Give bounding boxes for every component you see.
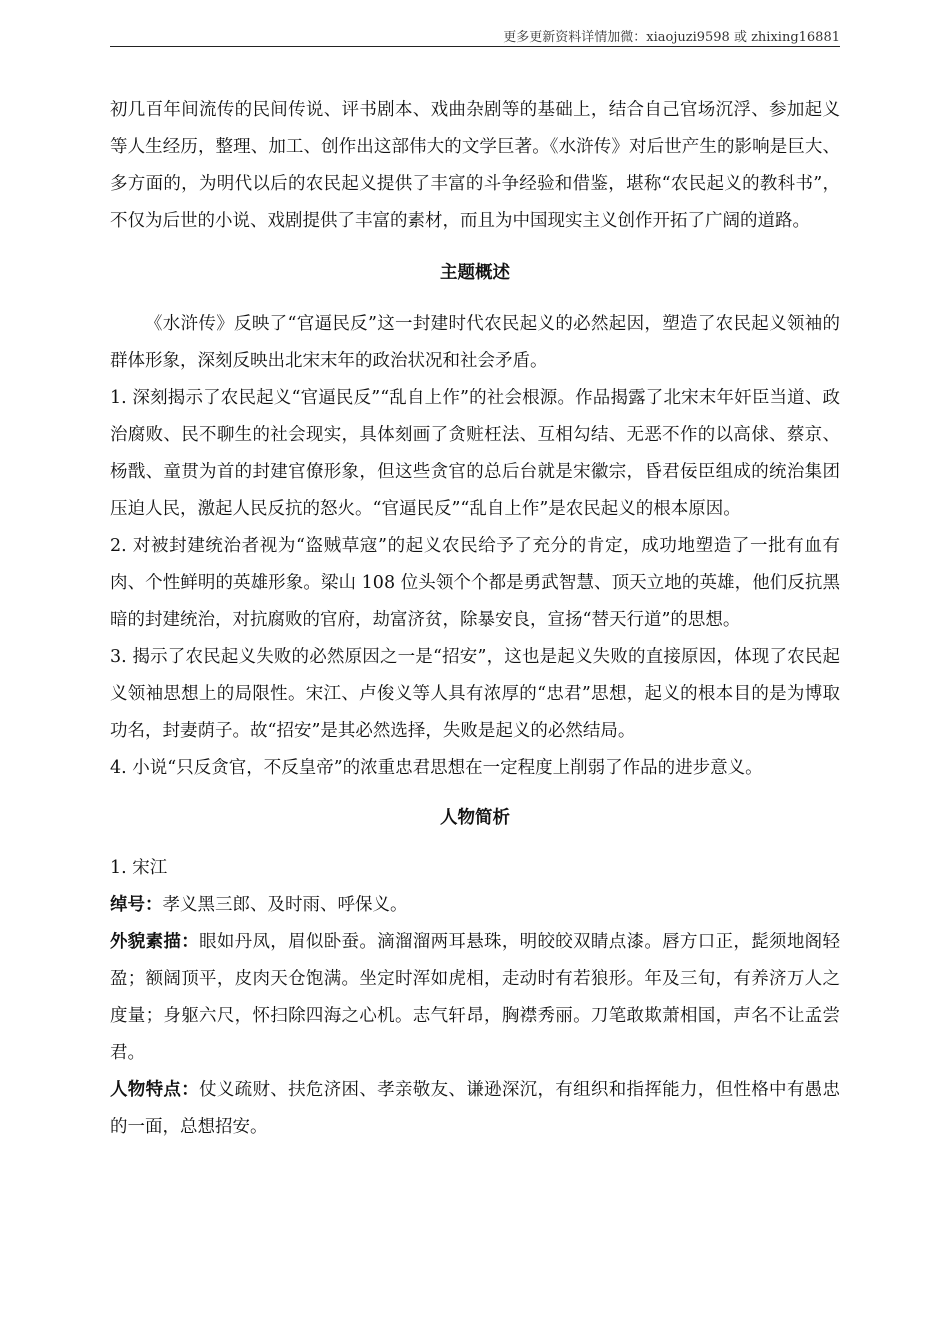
characters-heading: 人物简析 [440,808,510,828]
theme-point-2: 2. 对被封建统治者视为“盗贼草寇”的起义农民给予了充分的肯定，成功地塑造了一批有血有肉、个性鲜明的英雄形象。梁山 108 位头领个个都是勇武智慧、顶天立地的英雄，他们反抗黑暗的封建统治，对抗腐败的官府，劫富济贫，除暴安良，宣扬“替天行道”的思想。 [110,536,840,630]
appearance-text: 眼如丹凤，眉似卧蚕。滴溜溜两耳悬珠，明皎皎双睛点漆。唇方口正，髭须地阁轻盈；额阔顶平，皮肉天仓饱满。坐定时浑如虎相，走动时有若狼形。年及三旬，有养济万人之度量；身躯六尺，怀扫除四海之心机。志气轩昂，胸襟秀丽。刀笔敢欺萧相国，声名不让孟尝君。 [110,932,840,1063]
traits-line [110,1072,840,1146]
header-divider [110,46,840,47]
theme-heading: 主题概述 [440,263,510,283]
intro-paragraph: 初几百年间流传的民间传说、评书剧本、戏曲杂剧等的基础上，结合自己官场沉浮、参加起义等人生经历，整理、加工、创作出这部伟大的文学巨著。《水浒传》对后世产生的影响是巨大、多方面的，为明代以后的农民起义提供了丰富的斗争经验和借鉴，堪称“农民起义的教科书”，不仅为后世的小说、戏剧提供了丰富的素材，而且为中国现实主义创作开拓了广阔的道路。 [110,100,840,231]
nickname-label: 绰号： [110,895,163,915]
theme-point-4: 4. 小说“只反贪官，不反皇帝”的浓重忠君思想在一定程度上削弱了作品的进步意义。 [110,758,763,778]
nickname-text: 孝义黑三郎、及时雨、呼保义。 [162,895,408,915]
traits-text: 仗义疏财、扶危济困、孝亲敬友、谦逊深沉，有组织和指挥能力，但性格中有愚忠的一面，总想招安。 [110,1080,840,1137]
appearance-line [110,924,840,1072]
character-title: 1. 宋江 [110,858,168,878]
appearance-label: 外貌素描： [110,932,200,952]
traits-label: 人物特点： [110,1080,200,1100]
theme-point-1: 1. 深刻揭示了农民起义“官逼民反”“乱自上作”的社会根源。作品揭露了北宋末年奸臣当道、政治腐败、民不聊生的社会现实，具体刻画了贪赃枉法、互相勾结、无恶不作的以高俅、蔡京、杨戬、童贯为首的封建官僚形象，但这些贪官的总后台就是宋徽宗，昏君佞臣组成的统治集团压迫人民，激起人民反抗的怒火。“官逼民反”“乱自上作”是农民起义的根本原因。 [110,388,840,519]
page-header: 更多更新资料详情加微：xiaojuzi9598 或 zhixing16881 [503,30,840,45]
theme-point-3: 3. 揭示了农民起义失败的必然原因之一是“招安”，这也是起义失败的直接原因，体现了农民起义领袖思想上的局限性。宋江、卢俊义等人具有浓厚的“忠君”思想，起义的根本目的是为博取功名，封妻荫子。故“招安”是其必然选择，失败是起义的必然结局。 [110,647,840,741]
theme-summary: 《水浒传》反映了“官逼民反”这一封建时代农民起义的必然起因，塑造了农民起义领袖的群体形象，深刻反映出北宋末年的政治状况和社会矛盾。 [110,314,840,371]
nickname-line [110,887,840,924]
document-body [110,92,840,1146]
